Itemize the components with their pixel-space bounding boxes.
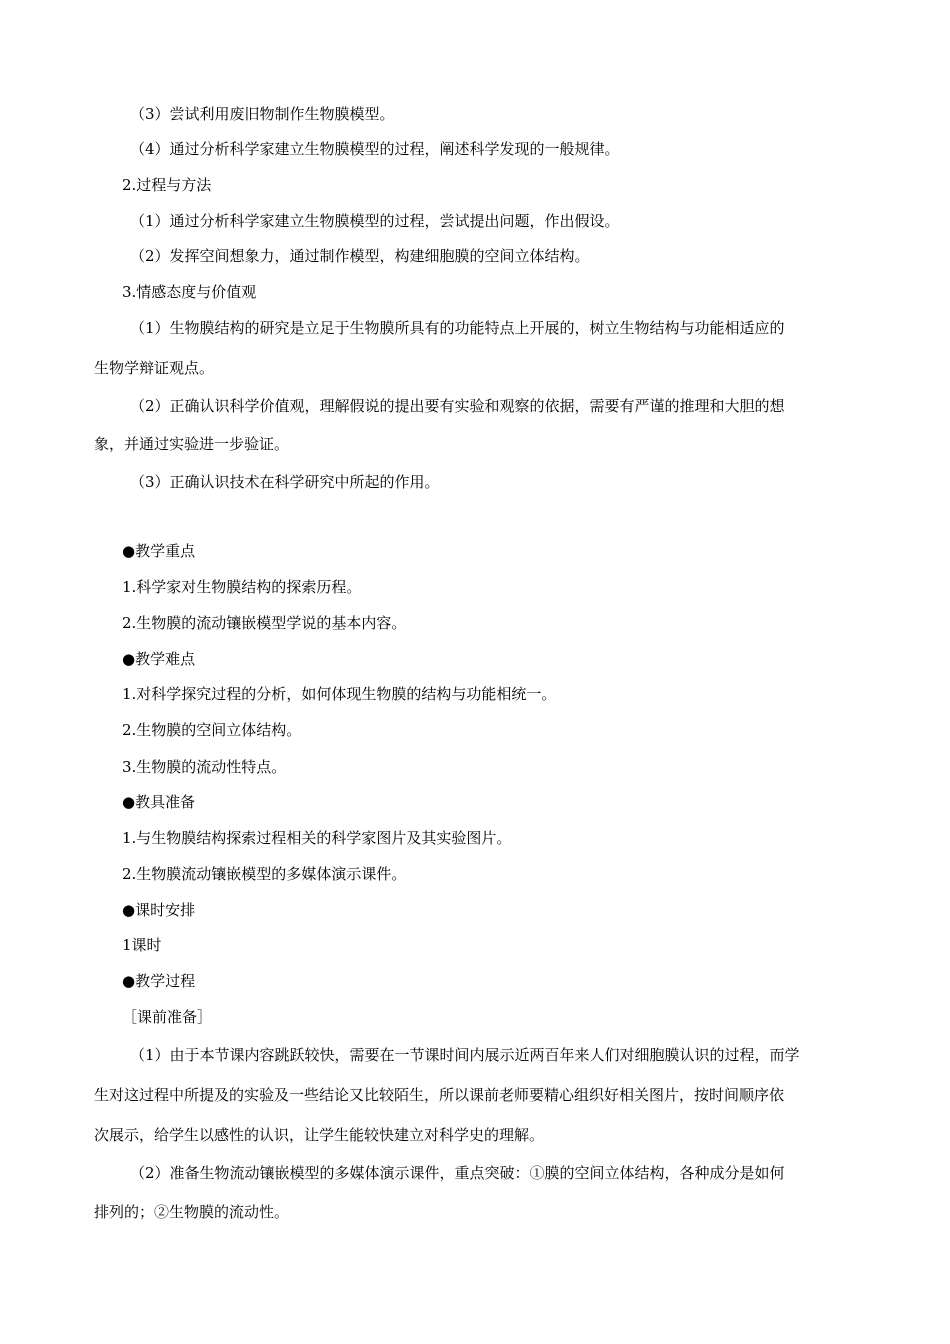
- bullet-heading: ●课时安排: [122, 901, 196, 919]
- text-line: （1）生物膜结构的研究是立足于生物膜所具有的功能特点上开展的，树立生物结构与功能相适应的: [130, 319, 785, 337]
- text-line: 生物学辩证观点。: [94, 359, 215, 377]
- subsection-heading: ［课前准备］: [122, 1008, 213, 1026]
- bullet-heading: ●教学重点: [122, 542, 196, 560]
- text-line: （2）发挥空间想象力，通过制作模型，构建细胞膜的空间立体结构。: [130, 247, 590, 265]
- text-line: （3）正确认识技术在科学研究中所起的作用。: [130, 473, 440, 491]
- text-line: 1课时: [122, 936, 162, 954]
- text-line: 2.生物膜的流动镶嵌模型学说的基本内容。: [122, 614, 407, 632]
- section-heading: 2.过程与方法: [122, 176, 212, 194]
- text-line: 排列的；②生物膜的流动性。: [94, 1203, 290, 1221]
- bullet-heading: ●教学难点: [122, 650, 196, 668]
- bullet-heading: ●教学过程: [122, 972, 196, 990]
- text-line: （3）尝试利用废旧物制作生物膜模型。: [130, 105, 395, 123]
- text-line: 2.生物膜的空间立体结构。: [122, 721, 302, 739]
- text-line: 生对这过程中所提及的实验及一些结论又比较陌生，所以课前老师要精心组织好相关图片，按时间顺序依: [94, 1086, 785, 1104]
- text-line: （2）正确认识科学价值观，理解假说的提出要有实验和观察的依据，需要有严谨的推理和大胆的想: [130, 397, 785, 415]
- text-line: 1.对科学探究过程的分析，如何体现生物膜的结构与功能相统一。: [122, 685, 557, 703]
- text-line: （1）由于本节课内容跳跃较快，需要在一节课时间内展示近两百年来人们对细胞膜认识的过程，而学: [130, 1046, 800, 1064]
- text-line: 次展示，给学生以感性的认识，让学生能较快建立对科学史的理解。: [94, 1126, 545, 1144]
- text-line: 3.生物膜的流动性特点。: [122, 758, 287, 776]
- text-line: （4）通过分析科学家建立生物膜模型的过程，阐述科学发现的一般规律。: [130, 140, 620, 158]
- text-line: 2.生物膜流动镶嵌模型的多媒体演示课件。: [122, 865, 407, 883]
- text-line: （1）通过分析科学家建立生物膜模型的过程，尝试提出问题，作出假设。: [130, 212, 620, 230]
- text-line: 1.科学家对生物膜结构的探索历程。: [122, 578, 362, 596]
- text-line: 1.与生物膜结构探索过程相关的科学家图片及其实验图片。: [122, 829, 512, 847]
- text-line: 象，并通过实验进一步验证。: [94, 435, 290, 453]
- bullet-heading: ●教具准备: [122, 793, 196, 811]
- text-line: （2）准备生物流动镶嵌模型的多媒体演示课件，重点突破：①膜的空间立体结构，各种成分是如何: [130, 1164, 785, 1182]
- section-heading: 3.情感态度与价值观: [122, 283, 257, 301]
